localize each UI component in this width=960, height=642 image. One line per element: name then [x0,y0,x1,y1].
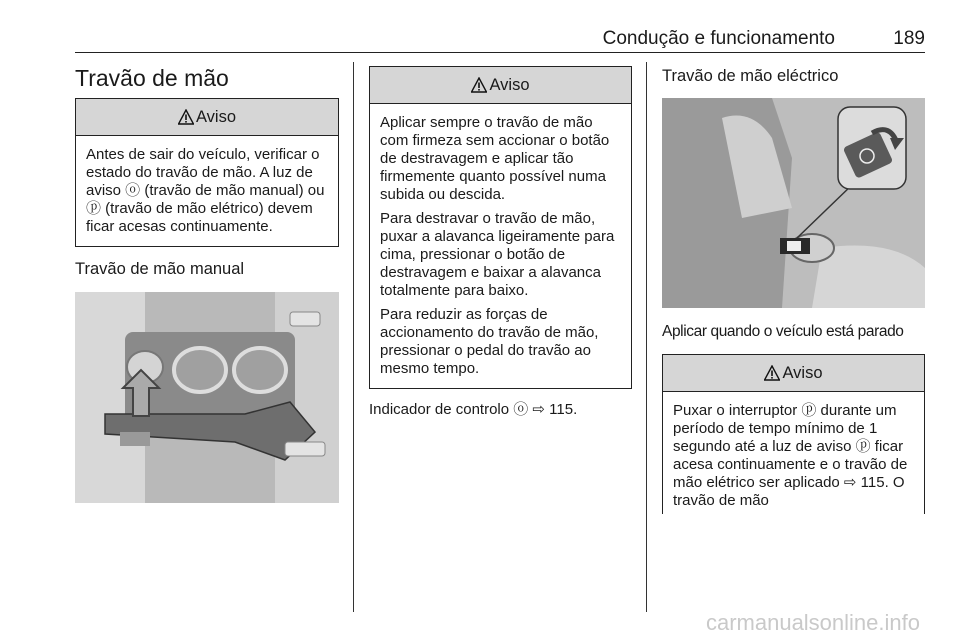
column-divider-right [646,62,647,612]
warning-box [662,354,925,514]
warning-body [76,136,338,246]
warning-paragraph-1: Aplicar sempre o travão de mão com firmeza sem accionar o botão de destravagem e aplicar tão firmemente quanto possível numa subida ou descida. [380,114,610,203]
section-heading: Travão de mão [75,65,229,91]
warning-text: Puxar o interruptor ⓟ durante um período de tempo mínimo de 1 segundo até a luz de aviso ⓟ ficar acesa continuamente e o travão de mão elétrico ser aplicado ⇨ 115. O travão de mão [673,402,908,509]
page-number: 189 [893,28,925,49]
electric-handbrake-photo [662,98,925,308]
indicator-text: Indicador de controlo ⓞ ⇨ 115. [369,401,578,418]
warning-title: Aviso [782,363,823,382]
column-1 [75,62,339,503]
column-divider-left [353,62,354,612]
warning-triangle-icon [471,77,487,93]
warning-box [369,66,632,389]
subsection-heading: Travão de mão manual [75,260,245,278]
manual-handbrake-photo [75,292,339,503]
section-heading: Travão de mão eléctrico [662,67,839,85]
subsection-heading: Aplicar quando o veículo está parado [662,323,904,340]
warning-title: Aviso [489,75,530,94]
warning-header [76,99,338,136]
warning-box [75,98,339,247]
warning-title: Aviso [195,107,237,126]
column-3 [662,62,925,514]
warning-paragraph-3: Para reduzir as forças de accionamento do travão de mão, pressionar o pedal do travão ao mesmo tempo. [380,306,599,377]
watermark: carmanualsonline.info [705,610,920,635]
warning-header [663,355,924,392]
warning-body [370,104,631,388]
warning-triangle-icon [178,109,194,125]
warning-body [663,392,924,514]
warning-triangle-icon [764,365,780,381]
header-title: Condução e funcionamento [602,28,835,49]
running-header [75,28,925,53]
warning-text: Antes de sair do veículo, verificar o estado do travão de mão. A luz de aviso ⓞ (travão de mão manual) ou ⓟ (travão de mão elétrico) devem ficar acesas continuamente. [86,146,325,235]
column-2 [369,62,632,419]
warning-paragraph-2: Para destravar o travão de mão, puxar a alavanca ligeiramente para cima, pressionar o botão de destravagem e baixar a alavanca totalmente para baixo. [380,210,615,299]
warning-header [370,67,631,104]
